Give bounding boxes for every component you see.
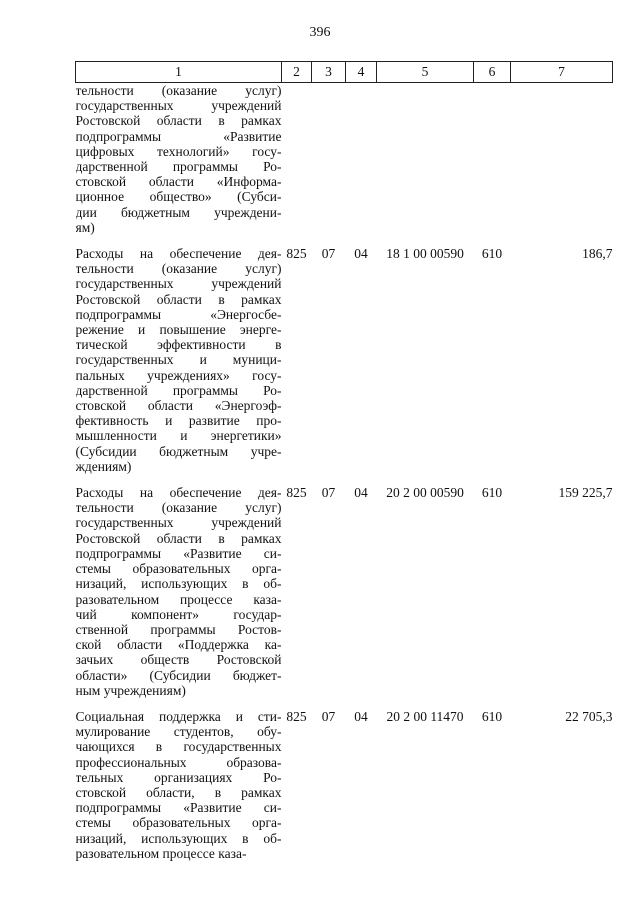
expense-type-cell: 610: [481, 246, 503, 262]
description-line: чающихся в государственных: [75, 739, 282, 755]
column-header: 4: [346, 62, 377, 83]
description-line: государственных учреждений: [75, 276, 282, 292]
amount-cell: [511, 83, 613, 236]
description-line: разовательном процессе каза-: [75, 845, 247, 861]
description-line: подпрограммы «Развитие си-: [75, 545, 282, 561]
description-line: режение и повышение энерге-: [75, 322, 282, 338]
description-line: тельности (оказание услуг): [75, 83, 282, 98]
row-spacer: [76, 474, 613, 485]
amount-cell: 186,7: [582, 246, 613, 262]
table-row: [76, 709, 613, 861]
description-line: Расходы на обеспечение дея-: [75, 485, 282, 501]
description-line: низаций, использующих в об-: [75, 830, 282, 846]
ministry-code-cell: 825: [286, 246, 307, 262]
subsection-code-cell: 04: [354, 708, 368, 724]
description-line: ным учреждениям): [75, 682, 186, 698]
description-line: ционное общество» (Субси-: [75, 189, 282, 205]
section-code-cell: 07: [321, 708, 336, 724]
target-article-cell: 20 2 00 11470: [386, 708, 464, 724]
subsection-code-cell: 04: [354, 485, 368, 501]
description-line: тельности (оказание услуг): [75, 261, 282, 277]
description-line: дии бюджетным учреждени-: [75, 204, 282, 220]
description-line: подпрограммы «Развитие: [75, 128, 282, 144]
table-row: [76, 485, 613, 698]
description-line: чий компонент» государ-: [75, 606, 282, 622]
description-line: государственных и муници-: [75, 352, 282, 368]
table-body: [76, 83, 613, 861]
row-spacer: [76, 698, 613, 709]
header-row: [76, 62, 613, 83]
amount-cell: 159 225,7: [558, 485, 613, 501]
description-line: Расходы на обеспечение дея-: [75, 246, 282, 262]
description-line: тельных организациях Ро-: [75, 769, 282, 785]
description-line: тельности (оказание услуг): [75, 500, 282, 516]
description-line: Ростовской области в рамках: [75, 530, 282, 546]
description-line: Социальная поддержка и сти-: [75, 708, 282, 724]
description-line: ственной программы Ростов-: [75, 621, 282, 637]
description-line: мышленности и энергетики»: [75, 428, 282, 444]
description-line: низаций, использующих в об-: [75, 576, 282, 592]
ministry-code-cell: 825: [286, 485, 307, 501]
expense-type-cell: [474, 83, 511, 236]
column-header: 2: [282, 62, 312, 83]
row-spacer-cell: [76, 474, 613, 485]
description-line: стемы образовательных орга-: [75, 561, 282, 577]
budget-table: [75, 61, 613, 861]
row-description: [76, 83, 282, 236]
row-spacer-cell: [76, 698, 613, 709]
expense-type-cell: 610: [481, 485, 503, 501]
description-line: дарственной программы Ро-: [75, 159, 282, 175]
description-line: государственных учреждений: [75, 515, 282, 531]
description-line: стовской области «Информа-: [75, 174, 282, 190]
description-line: зачьих обществ Ростовской: [75, 652, 282, 668]
description-line: подпрограммы «Энергосбе-: [75, 306, 282, 322]
target-article-cell: 20 2 00 00590: [386, 485, 464, 501]
column-header: 1: [76, 62, 282, 83]
section-code-cell: 07: [321, 246, 336, 262]
description-line: стовской области, в рамках: [75, 784, 282, 800]
section-code-cell: 07: [321, 485, 336, 501]
description-line: профессиональных образова-: [75, 754, 282, 770]
description-line: области» (Субсидии бюджет-: [75, 667, 282, 683]
row-description: [76, 246, 282, 474]
description-line: ям): [75, 219, 95, 235]
description-line: тической эффективности в: [75, 337, 282, 353]
table-row: [76, 246, 613, 474]
amount-cell: 22 705,3: [565, 708, 613, 724]
description-line: стемы образовательных орга-: [75, 815, 282, 831]
ministry-code-cell: 825: [286, 708, 307, 724]
description-line: мулирование студентов, обу-: [75, 724, 282, 740]
column-header: 7: [511, 62, 613, 83]
column-header: 6: [474, 62, 511, 83]
row-spacer: [76, 235, 613, 246]
description-line: фективность и развитие про-: [75, 413, 282, 429]
row-description: [76, 485, 282, 698]
section-code-cell: [312, 83, 346, 236]
page-number: 396: [309, 25, 331, 40]
ministry-code-cell: [282, 83, 312, 236]
description-line: Ростовской области в рамках: [75, 291, 282, 307]
row-description: [76, 709, 282, 861]
description-line: ской области «Поддержка ка-: [75, 637, 282, 653]
row-spacer-cell: [76, 235, 613, 246]
description-line: пальных учреждениях» госу-: [75, 367, 282, 383]
subsection-code-cell: [346, 83, 377, 236]
column-header: 3: [312, 62, 346, 83]
expense-type-cell: 610: [481, 708, 503, 724]
target-article-cell: [377, 83, 474, 236]
table-row: [76, 83, 613, 236]
description-line: цифровых технологий» госу-: [75, 143, 282, 159]
description-line: (Субсидии бюджетным учре-: [75, 443, 282, 459]
description-line: подпрограммы «Развитие си-: [75, 800, 282, 816]
description-line: дарственной программы Ро-: [75, 382, 282, 398]
subsection-code-cell: 04: [354, 246, 368, 262]
description-line: разовательном процессе каза-: [75, 591, 282, 607]
description-line: государственных учреждений: [75, 98, 282, 114]
description-line: стовской области «Энергоэф-: [75, 398, 282, 414]
description-line: Ростовской области в рамках: [75, 113, 282, 129]
description-line: ждениям): [75, 458, 132, 474]
column-header: 5: [377, 62, 474, 83]
target-article-cell: 18 1 00 00590: [386, 246, 464, 262]
